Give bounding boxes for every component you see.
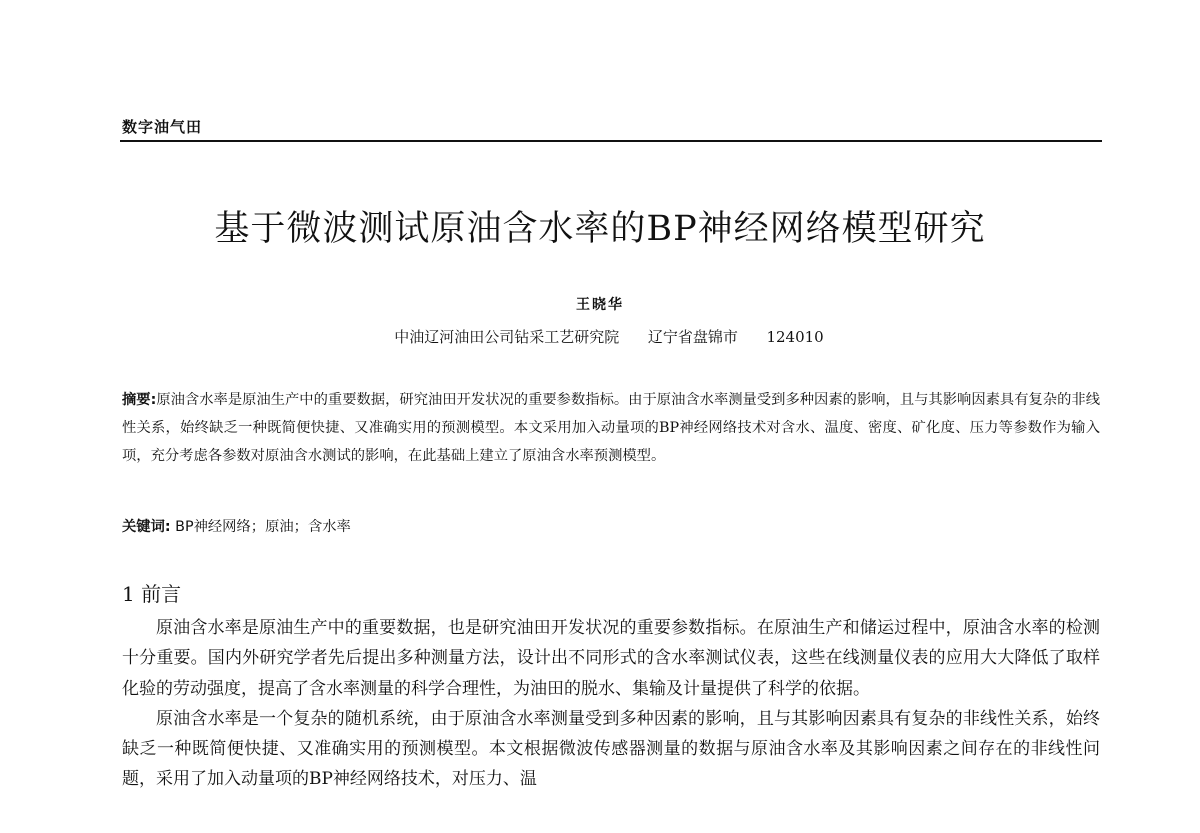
header-rule (120, 140, 1102, 142)
journal-name: 数字油气田 (122, 118, 203, 136)
author-name: 王晓华 (576, 297, 624, 313)
paper-title: 基于微波测试原油含水率的BP神经网络模型研究 (214, 209, 986, 250)
section-number: 1 (122, 582, 135, 606)
keywords-text: BP神经网络；原油；含水率 (175, 519, 351, 535)
section-heading (122, 578, 181, 607)
author-affiliation: 中油辽河油田公司钻采工艺研究院 辽宁省盘锦市 124010 (394, 328, 824, 346)
paragraph-2: 原油含水率是一个复杂的随机系统，由于原油含水率测量受到多种因素的影响，且与其影响因素具有复杂的非线性关系，始终缺乏一种既简便快捷、又准确实用的预测模型。本文根据微波传感器测量的数据与原油含水率及其影响因素之间存在的非线性问题，采用了加入动量项的BP神经网络技术，对压力、温 (122, 708, 1100, 790)
paragraph-1: 原油含水率是原油生产中的重要数据，也是研究油田开发状况的重要参数指标。在原油生产和储运过程中，原油含水率的检测十分重要。国内外研究学者先后提出多种测量方法，设计出不同形式的含水率测试仪表，这些在线测量仪表的应用大大降低了取样化验的劳动强度，提高了含水率测量的科学合理性，为油田的脱水、集输及计量提供了科学的依据。 (122, 618, 1100, 699)
keywords (122, 516, 351, 536)
abstract-text: 原油含水率是原油生产中的重要数据，研究油田开发状况的重要参数指标。由于原油含水率测量受到多种因素的影响，且与其影响因素具有复杂的非线性关系，始终缺乏一种既简便快捷、又准确实用的预测模型。本文采用加入动量项的BP神经网络技术对含水、温度、密度、矿化度、压力等参数作为输入项，充分考虑各参数对原油含水测试的影响，在此基础上建立了原油含水率预测模型。 (122, 392, 1101, 464)
abstract-label: 摘要: (122, 392, 157, 408)
abstract (122, 386, 1100, 470)
body-text (122, 613, 1100, 795)
keywords-label: 关键词: (122, 519, 171, 535)
section-title: 前言 (141, 582, 182, 606)
